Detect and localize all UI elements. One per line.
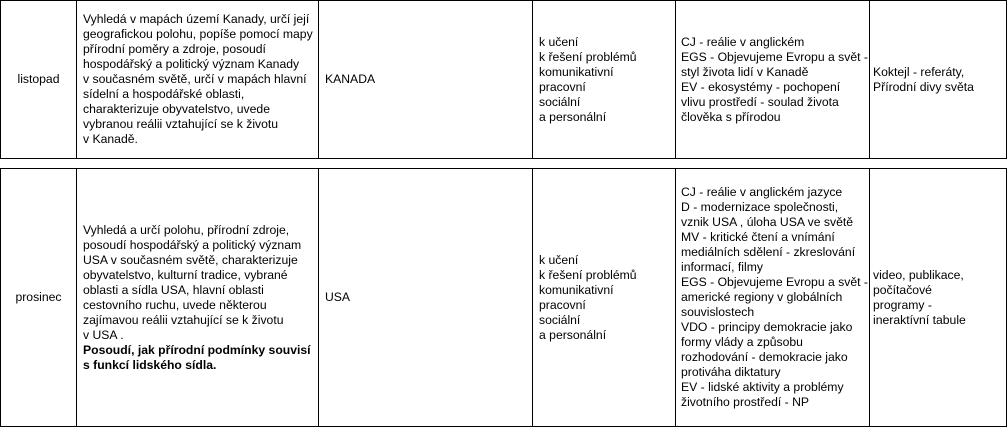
competency-item: komunikativní — [539, 64, 614, 79]
competency-item: pracovní — [539, 297, 586, 312]
goal-line: v USA . — [83, 327, 124, 342]
plan-table-row-2 — [0, 168, 1007, 427]
competency-item: sociální — [539, 312, 581, 327]
note-line: počítačové — [873, 282, 932, 297]
goal-line: oblasti a sídla USA, hlavní oblasti — [83, 282, 264, 297]
goal-cell — [77, 1, 319, 159]
goal-bold-line: Posoudí, jak přírodní podmínky souvisí — [83, 342, 311, 357]
theme-line: životního prostředí - NP — [681, 395, 810, 409]
goal-line: USA v současném světě, charakterizuje — [83, 252, 298, 267]
notes-cell — [870, 169, 1007, 427]
competency-item: k řešení problémů — [539, 267, 637, 282]
theme-line: souvislostech — [681, 305, 755, 319]
theme-line: EV - ekosystémy - pochopení — [681, 79, 841, 94]
goal-cell — [77, 169, 319, 427]
goal-line: zajímavou reálii vztahující se k životu — [83, 312, 284, 327]
plan-table-row-1 — [0, 0, 1007, 159]
theme-line: americké regiony v globálních — [681, 290, 843, 304]
goal-line: geografickou polohu, popíše pomocí mapy — [83, 27, 313, 41]
competency-item: a personální — [539, 327, 607, 342]
note-line: Přírodní divy světa — [873, 79, 974, 94]
goal-line: cestovního ruchu, uvede některou — [83, 297, 267, 312]
goal-line: vybranou reálii vztahující se k životu — [83, 117, 279, 131]
theme-line: protiváha diktatury — [681, 365, 781, 379]
goal-line: hospodářský a politický význam Kanady — [83, 57, 300, 71]
goal-line: Vyhledá v mapách území Kanady, určí její — [83, 12, 310, 26]
goal-line: charakterizuje obyvatelstvo, uvede — [83, 102, 270, 116]
theme-line: EV - lidské aktivity a problémy — [681, 380, 844, 394]
goal-line: sídelní a hospodářské oblasti, — [83, 87, 245, 101]
theme-line: člověka s přírodou — [681, 109, 781, 124]
theme-line: formy vlády a způsobu — [681, 335, 803, 349]
topic-label: KANADA — [325, 72, 376, 86]
topic-label: USA — [325, 290, 351, 304]
topic-cell — [319, 169, 533, 427]
goal-line: přírodní poměry a zdroje, posoudí — [83, 42, 266, 56]
note-line: Koktejl - referáty, — [873, 64, 965, 79]
competency-item: k řešení problémů — [539, 49, 637, 64]
theme-line: VDO - principy demokracie jako — [681, 320, 853, 334]
goal-line: v současném světě, určí v mapách hlavní — [83, 72, 307, 86]
theme-line: rozhodování - demokracie jako — [681, 350, 848, 364]
topic-cell — [319, 1, 533, 159]
competency-item: k učení — [539, 34, 579, 49]
competency-item: sociální — [539, 94, 581, 109]
theme-line: vlivu prostředí - soulad života — [681, 94, 839, 109]
theme-line: D - modernizace společnosti, — [681, 200, 839, 214]
table-row — [1, 169, 1007, 427]
month-label: listopad — [17, 72, 60, 86]
month-cell — [1, 169, 77, 427]
theme-line: informací, filmy — [681, 260, 763, 274]
cross-curricular-themes-cell — [676, 169, 870, 427]
goal-line: obyvatelstvo, kulturní tradice, vybrané — [83, 267, 288, 282]
competencies-cell — [533, 169, 676, 427]
theme-line: mediálních sdělení - zkreslování — [681, 245, 856, 259]
goal-line: posoudí hospodářský a politický význam — [83, 237, 302, 252]
theme-line: CJ - reálie v anglickém jazyce — [681, 185, 843, 199]
theme-line: EGS - Objevujeme Evropu a svět - — [681, 49, 868, 64]
notes-cell — [870, 1, 1007, 159]
competency-item: pracovní — [539, 79, 586, 94]
month-label: prosinec — [15, 290, 62, 304]
note-line: video, publikace, — [873, 267, 964, 282]
competency-item: k učení — [539, 252, 579, 267]
competency-item: komunikativní — [539, 282, 614, 297]
theme-line: EGS - Objevujeme Evropu a svět - — [681, 275, 868, 289]
theme-line: styl života lidí v Kanadě — [681, 64, 809, 79]
note-line: programy - — [873, 297, 932, 312]
cross-curricular-themes-cell — [676, 1, 870, 159]
theme-line: CJ - reálie v anglickém — [681, 34, 805, 49]
table-row — [1, 1, 1007, 159]
note-line: ineraktívní tabule — [873, 312, 966, 327]
month-cell — [1, 1, 77, 159]
theme-line: vznik USA , úloha USA ve světě — [681, 215, 854, 229]
goal-bold-line: s funkcí lidského sídla. — [83, 357, 217, 372]
goal-line: Vyhledá a určí polohu, přírodní zdroje, — [83, 222, 290, 237]
theme-line: MV - kritické čtení a vnímání — [681, 230, 835, 244]
competency-item: a personální — [539, 109, 607, 124]
competencies-cell — [533, 1, 676, 159]
goal-line: v Kanadě. — [83, 132, 138, 146]
